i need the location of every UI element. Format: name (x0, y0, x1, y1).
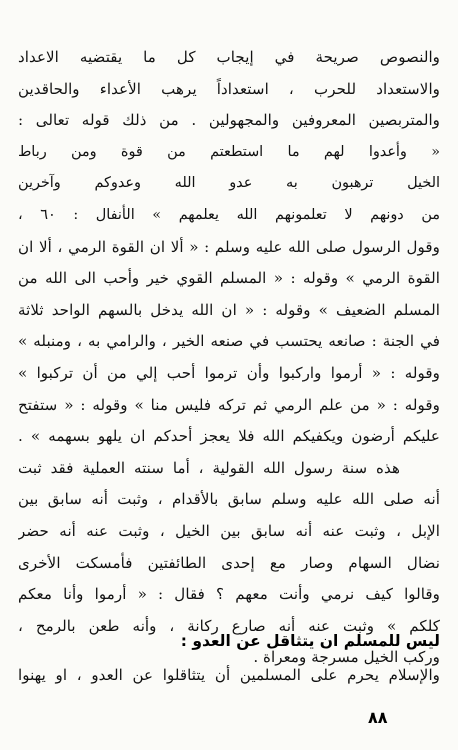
paragraph-start-line: هذه سنة رسول الله القولية ، أما سنته العملية فقد ثبت (18, 458, 400, 477)
quran-verse-line: من دونهم لا تعلمونهم الله يعلمهم » الأنفال : ٦٠ ، (18, 206, 440, 223)
section-heading: ليس للمسلم ان يتثاقل عن العدو : (180, 632, 440, 650)
text-line: والإسلام يحرم على المسلمين أن يتثاقلوا عن العدو ، او يهنوا (18, 666, 440, 684)
text-line: وقول الرسول صلى الله عليه وسلم : « ألا ان القوة الرمي ، ألا ان (18, 237, 440, 256)
text-line: كلكم » وثبت عنه أنه صارع ركانة ، وأنه طعن بالرمح ، (18, 616, 440, 635)
quran-verse-line: الخيل ترهبون به عدو الله وعدوكم وآخرين (18, 175, 440, 192)
text-line: القوة الرمي » وقوله : « المسلم القوي خير وأحب الى الله من (18, 269, 440, 288)
body-text (18, 42, 440, 674)
quran-verse-line: « وأعدوا لهم ما استطعتم من قوة ومن رباط (18, 143, 440, 160)
text-line: عليكم أرضون ويكفيكم الله فلا يعجز أحدكم ان يلهو بسهمه » . (18, 427, 440, 446)
text-line: الإبل ، وثبت عنه أنه سابق بين الخيل ، وثبت عنه أنه حضر (18, 521, 440, 540)
text-line: والمتربصين المعروفين والمجهولين . من ذلك قوله تعالى : (18, 111, 440, 130)
text-line: والاستعداد للحرب ، استعداداً يرهب الأعداء والحاقدين (18, 79, 440, 98)
text-line: المسلم الضعيف » وقوله : « ان الله يدخل بالسهم الواحد ثلاثة (18, 300, 440, 319)
text-line: وقوله : « من علم الرمي ثم تركه فليس منا » وقوله : « ستفتح (18, 395, 440, 414)
text-line: والنصوص صريحة في إيجاب كل ما يقتضيه الاعداد (18, 48, 440, 66)
text-line: أنه صلى الله عليه وسلم سابق بالأقدام ، وثبت أنه سابق بين (18, 490, 440, 509)
text-line: وقوله : « أرموا واركبوا وأن ترموا أحب إلي من أن تركبوا » (18, 363, 440, 382)
page-number: ٨٨ (368, 708, 388, 727)
text-line: وقالوا كيف نرمي وأنت معهم ؟ فقال : « أرموا وأنا معكم (18, 585, 440, 604)
paragraph-end-line: وركب الخيل مسرجة ومعراة . (253, 648, 440, 667)
text-line: في الجنة : صانعه يحتسب في صنعه الخير ، والرامي به ، ومنبله » (18, 332, 440, 351)
text-line: نضال السهام وصار مع إحدى الطائفتين فأمسكت الأخرى (18, 553, 440, 572)
